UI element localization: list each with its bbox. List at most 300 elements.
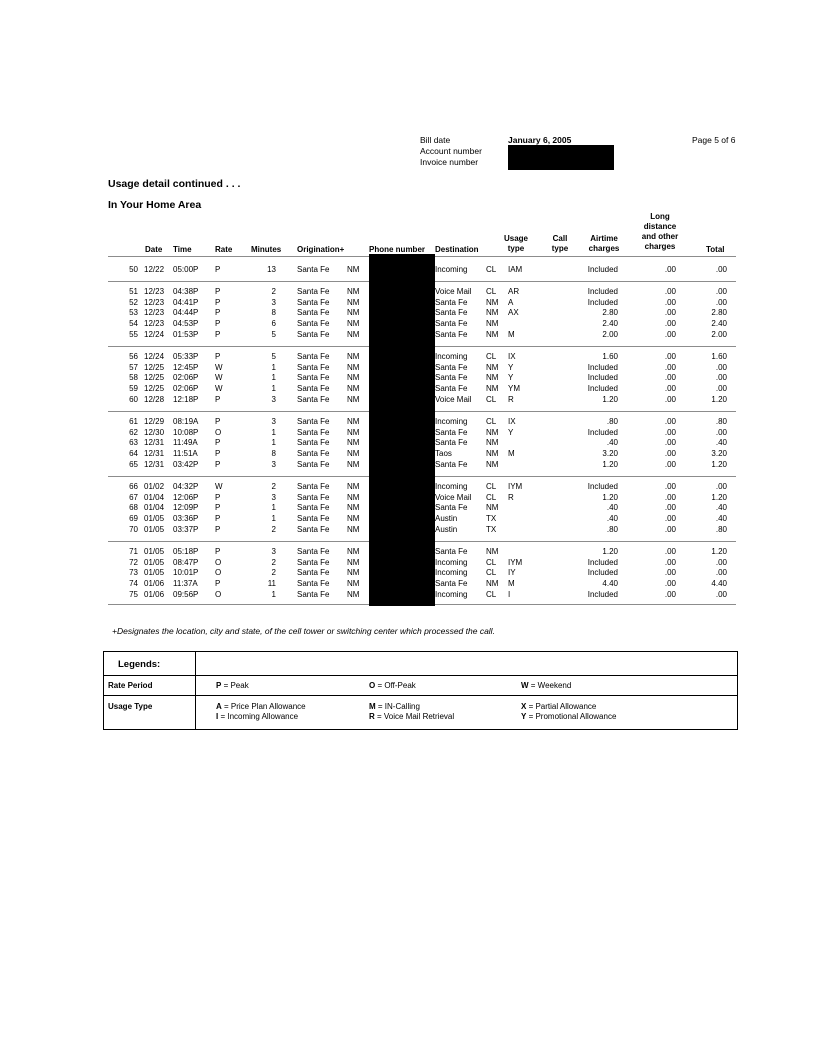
cell-air: Included — [587, 482, 618, 491]
cell-n: 69 — [129, 514, 138, 524]
cell-ds: CL — [486, 417, 497, 426]
cell-orig: Santa Fe — [297, 329, 330, 339]
cell-rate: O — [215, 557, 222, 567]
cell-n: 75 — [129, 589, 138, 599]
cell-total: .00 — [715, 568, 727, 578]
cell-time: 05:00P — [173, 265, 199, 274]
cell-utype: Y — [508, 373, 514, 383]
cell-total: .00 — [715, 297, 727, 307]
cell-ld: .00 — [664, 449, 676, 459]
cell-time: 01:53P — [173, 329, 199, 339]
legend-rate-period-label: Rate Period — [108, 681, 153, 690]
cell-min: 5 — [271, 329, 276, 339]
col-destination: Destination — [435, 245, 479, 254]
cell-os: NM — [347, 557, 360, 567]
cell-air: Included — [587, 384, 618, 394]
cell-ds: TX — [486, 514, 497, 524]
cell-utype: IYM — [508, 557, 523, 567]
cell-total: .00 — [715, 482, 727, 491]
cell-orig: Santa Fe — [297, 362, 330, 372]
cell-min: 1 — [271, 373, 276, 383]
cell-total: 1.20 — [711, 394, 727, 404]
cell-rate: P — [215, 265, 221, 274]
cell-min: 6 — [271, 319, 276, 329]
col-airtime: Airtime charges — [588, 234, 620, 253]
cell-utype: M — [508, 579, 515, 589]
cell-rate: P — [215, 319, 221, 329]
cell-air: 1.20 — [602, 459, 618, 469]
cell-n: 70 — [129, 524, 138, 534]
cell-ds: NM — [486, 503, 499, 513]
cell-n: 66 — [129, 482, 138, 491]
cell-ds: CL — [486, 265, 497, 274]
cell-os: NM — [347, 384, 360, 394]
cell-date: 01/06 — [144, 589, 165, 599]
cell-utype: IX — [508, 352, 516, 361]
cell-n: 50 — [129, 265, 138, 274]
cell-ld: .00 — [664, 503, 676, 513]
cell-n: 58 — [129, 373, 138, 383]
cell-date: 01/05 — [144, 557, 165, 567]
cell-dest: Santa Fe — [435, 459, 468, 469]
cell-air: 2.80 — [602, 308, 618, 318]
cell-dest: Incoming — [435, 482, 468, 491]
cell-os: NM — [347, 427, 360, 437]
cell-dest: Santa Fe — [435, 297, 468, 307]
cell-total: .00 — [715, 287, 727, 296]
legend-divider — [103, 675, 738, 676]
cell-rate: O — [215, 589, 222, 599]
col-usage-type: Usage type — [503, 234, 528, 253]
cell-os: NM — [347, 417, 360, 426]
cell-orig: Santa Fe — [297, 514, 330, 524]
cell-min: 1 — [271, 362, 276, 372]
cell-min: 3 — [271, 297, 276, 307]
cell-orig: Santa Fe — [297, 568, 330, 578]
cell-min: 3 — [271, 492, 276, 502]
cell-time: 02:06P — [173, 384, 199, 394]
legend-label-divider — [195, 675, 196, 729]
cell-orig: Santa Fe — [297, 427, 330, 437]
cell-os: NM — [347, 514, 360, 524]
cell-min: 3 — [271, 547, 276, 556]
cell-min: 3 — [271, 459, 276, 469]
legend-usage-y: Y = Promotional Allowance — [521, 712, 617, 721]
cell-ld: .00 — [664, 373, 676, 383]
cell-total: .40 — [715, 514, 727, 524]
cell-total: .00 — [715, 265, 727, 274]
cell-orig: Santa Fe — [297, 449, 330, 459]
cell-dest: Incoming — [435, 589, 468, 599]
cell-time: 12:06P — [173, 492, 199, 502]
cell-total: .00 — [715, 427, 727, 437]
cell-ld: .00 — [664, 589, 676, 599]
cell-air: .40 — [606, 503, 618, 513]
cell-air: 2.40 — [602, 319, 618, 329]
cell-orig: Santa Fe — [297, 557, 330, 567]
cell-ld: .00 — [664, 524, 676, 534]
cell-os: NM — [347, 373, 360, 383]
cell-time: 11:51A — [173, 449, 198, 459]
cell-min: 11 — [267, 579, 276, 589]
cell-air: Included — [587, 373, 618, 383]
col-long-distance: Long distance and other charges — [641, 212, 679, 251]
cell-min: 2 — [271, 557, 276, 567]
cell-utype: AR — [508, 287, 520, 296]
cell-rate: P — [215, 394, 221, 404]
cell-min: 13 — [267, 265, 276, 274]
cell-min: 3 — [271, 417, 276, 426]
cell-orig: Santa Fe — [297, 417, 330, 426]
cell-air: Included — [587, 557, 618, 567]
cell-total: 1.20 — [711, 547, 727, 556]
cell-os: NM — [347, 568, 360, 578]
cell-ds: CL — [486, 287, 497, 296]
cell-utype: R — [508, 394, 514, 404]
cell-time: 12:18P — [173, 394, 199, 404]
cell-n: 74 — [129, 579, 138, 589]
cell-date: 12/28 — [144, 394, 165, 404]
cell-n: 54 — [129, 319, 138, 329]
cell-n: 63 — [129, 438, 138, 448]
cell-dest: Taos — [435, 449, 452, 459]
cell-time: 10:01P — [173, 568, 199, 578]
cell-rate: P — [215, 459, 221, 469]
cell-ld: .00 — [664, 352, 676, 361]
cell-rate: W — [215, 482, 223, 491]
cell-ds: CL — [486, 492, 497, 502]
invoice-number-label: Invoice number — [420, 157, 479, 167]
cell-n: 72 — [129, 557, 138, 567]
cell-air: .40 — [606, 438, 618, 448]
legend-usage-m: M = IN-Calling — [369, 702, 420, 711]
cell-os: NM — [347, 319, 360, 329]
cell-rate: P — [215, 492, 221, 502]
cell-air: 3.20 — [602, 449, 618, 459]
cell-n: 57 — [129, 362, 138, 372]
cell-air: 2.00 — [602, 329, 618, 339]
cell-os: NM — [347, 579, 360, 589]
cell-rate: P — [215, 287, 221, 296]
cell-utype: Y — [508, 362, 514, 372]
cell-rate: O — [215, 568, 222, 578]
cell-date: 12/23 — [144, 297, 165, 307]
cell-date: 12/23 — [144, 319, 165, 329]
cell-n: 67 — [129, 492, 138, 502]
cell-dest: Santa Fe — [435, 319, 468, 329]
cell-air: .80 — [606, 524, 618, 534]
cell-date: 12/24 — [144, 329, 165, 339]
cell-n: 61 — [129, 417, 138, 426]
cell-time: 03:37P — [173, 524, 199, 534]
cell-time: 02:06P — [173, 373, 199, 383]
cell-n: 53 — [129, 308, 138, 318]
cell-os: NM — [347, 482, 360, 491]
cell-orig: Santa Fe — [297, 297, 330, 307]
cell-orig: Santa Fe — [297, 287, 330, 296]
cell-orig: Santa Fe — [297, 394, 330, 404]
cell-dest: Incoming — [435, 417, 468, 426]
cell-rate: P — [215, 503, 221, 513]
cell-rate: P — [215, 308, 221, 318]
cell-date: 12/25 — [144, 384, 165, 394]
cell-orig: Santa Fe — [297, 579, 330, 589]
cell-total: 1.20 — [711, 492, 727, 502]
cell-ds: TX — [486, 524, 497, 534]
cell-ld: .00 — [664, 394, 676, 404]
cell-time: 08:19A — [173, 417, 199, 426]
cell-os: NM — [347, 352, 360, 361]
legend-title-divider — [195, 651, 196, 675]
cell-total: 2.80 — [711, 308, 727, 318]
cell-ld: .00 — [664, 557, 676, 567]
cell-n: 62 — [129, 427, 138, 437]
cell-total: 4.40 — [711, 579, 727, 589]
cell-date: 01/05 — [144, 514, 165, 524]
cell-os: NM — [347, 265, 360, 274]
cell-ld: .00 — [664, 287, 676, 296]
cell-utype: IAM — [508, 265, 523, 274]
legend-rate-offpeak: O = Off-Peak — [369, 681, 416, 690]
cell-orig: Santa Fe — [297, 352, 330, 361]
cell-rate: W — [215, 384, 223, 394]
cell-utype: A — [508, 297, 514, 307]
section-subtitle: In Your Home Area — [108, 199, 202, 211]
cell-os: NM — [347, 308, 360, 318]
cell-min: 2 — [271, 287, 276, 296]
cell-min: 8 — [271, 449, 276, 459]
cell-total: 1.20 — [711, 459, 727, 469]
cell-ds: CL — [486, 352, 497, 361]
cell-dest: Santa Fe — [435, 373, 468, 383]
cell-ds: NM — [486, 438, 499, 448]
col-origination: Origination+ — [297, 245, 345, 254]
cell-time: 09:56P — [173, 589, 199, 599]
cell-rate: P — [215, 329, 221, 339]
cell-time: 04:41P — [173, 297, 199, 307]
section-title: Usage detail continued . . . — [108, 178, 241, 190]
cell-n: 64 — [129, 449, 138, 459]
col-rate: Rate — [215, 245, 233, 254]
cell-min: 2 — [271, 524, 276, 534]
cell-orig: Santa Fe — [297, 503, 330, 513]
legend-usage-type-label: Usage Type — [108, 702, 153, 711]
cell-total: .00 — [715, 362, 727, 372]
cell-dest: Incoming — [435, 265, 468, 274]
cell-time: 11:49A — [173, 438, 198, 448]
cell-time: 11:37A — [173, 579, 198, 589]
cell-ds: NM — [486, 459, 499, 469]
cell-min: 1 — [271, 503, 276, 513]
cell-time: 03:42P — [173, 459, 199, 469]
cell-date: 12/22 — [144, 265, 165, 274]
cell-os: NM — [347, 329, 360, 339]
cell-ld: .00 — [664, 362, 676, 372]
cell-dest: Voice Mail — [435, 287, 472, 296]
cell-total: 3.20 — [711, 449, 727, 459]
cell-date: 01/04 — [144, 492, 165, 502]
cell-dest: Santa Fe — [435, 438, 468, 448]
cell-air: Included — [587, 568, 618, 578]
cell-total: .00 — [715, 373, 727, 383]
cell-os: NM — [347, 589, 360, 599]
bill-date-label: Bill date — [420, 135, 451, 145]
cell-dest: Voice Mail — [435, 492, 472, 502]
redacted-phone-numbers — [369, 254, 435, 606]
legend-rate-peak: P = Peak — [216, 681, 249, 690]
col-minutes: Minutes — [251, 245, 282, 254]
cell-orig: Santa Fe — [297, 438, 330, 448]
cell-ds: NM — [486, 308, 499, 318]
cell-orig: Santa Fe — [297, 384, 330, 394]
cell-rate: P — [215, 352, 221, 361]
cell-dest: Santa Fe — [435, 308, 468, 318]
cell-date: 01/02 — [144, 482, 165, 491]
cell-date: 12/24 — [144, 352, 165, 361]
cell-rate: W — [215, 373, 223, 383]
cell-ds: NM — [486, 547, 499, 556]
cell-ld: .00 — [664, 459, 676, 469]
cell-orig: Santa Fe — [297, 547, 330, 556]
cell-ld: .00 — [664, 297, 676, 307]
cell-n: 52 — [129, 297, 138, 307]
cell-os: NM — [347, 297, 360, 307]
cell-ds: NM — [486, 579, 499, 589]
cell-os: NM — [347, 394, 360, 404]
cell-rate: O — [215, 427, 222, 437]
legend-usage-x: X = Partial Allowance — [521, 702, 597, 711]
cell-ld: .00 — [664, 579, 676, 589]
cell-air: Included — [587, 297, 618, 307]
cell-os: NM — [347, 547, 360, 556]
legend-usage-r: R = Voice Mail Retrieval — [369, 712, 455, 721]
cell-ld: .00 — [664, 547, 676, 556]
cell-os: NM — [347, 459, 360, 469]
cell-air: Included — [587, 287, 618, 296]
cell-ds: NM — [486, 329, 499, 339]
cell-ld: .00 — [664, 438, 676, 448]
cell-orig: Santa Fe — [297, 524, 330, 534]
cell-date: 12/25 — [144, 373, 165, 383]
cell-air: 1.20 — [602, 394, 618, 404]
cell-dest: Santa Fe — [435, 362, 468, 372]
footnote: +Designates the location, city and state, of the cell tower or switching center which processed the call. — [112, 626, 495, 636]
cell-time: 03:36P — [173, 514, 199, 524]
cell-ds: NM — [486, 297, 499, 307]
cell-dest: Incoming — [435, 568, 468, 578]
cell-min: 1 — [271, 384, 276, 394]
redacted-account-number — [508, 145, 614, 170]
cell-utype: AX — [508, 308, 519, 318]
cell-time: 04:53P — [173, 319, 199, 329]
cell-time: 05:18P — [173, 547, 199, 556]
cell-rate: W — [215, 362, 223, 372]
cell-orig: Santa Fe — [297, 482, 330, 491]
cell-n: 51 — [129, 287, 138, 296]
cell-air: 1.20 — [602, 547, 618, 556]
cell-os: NM — [347, 287, 360, 296]
cell-orig: Santa Fe — [297, 373, 330, 383]
col-date: Date — [145, 245, 163, 254]
col-total: Total — [706, 245, 725, 254]
cell-rate: P — [215, 524, 221, 534]
cell-utype: IYM — [508, 482, 523, 491]
cell-min: 1 — [271, 427, 276, 437]
cell-time: 12:45P — [173, 362, 199, 372]
legend-row-divider — [103, 695, 738, 696]
cell-ld: .00 — [664, 308, 676, 318]
cell-utype: R — [508, 492, 514, 502]
legend-usage-a: A = Price Plan Allowance — [216, 702, 306, 711]
cell-os: NM — [347, 492, 360, 502]
cell-date: 01/05 — [144, 547, 165, 556]
cell-dest: Santa Fe — [435, 329, 468, 339]
cell-dest: Austin — [435, 514, 458, 524]
cell-orig: Santa Fe — [297, 492, 330, 502]
cell-total: .40 — [715, 503, 727, 513]
legend-rate-weekend: W = Weekend — [521, 681, 572, 690]
cell-air: Included — [587, 427, 618, 437]
cell-ld: .00 — [664, 514, 676, 524]
cell-dest: Santa Fe — [435, 503, 468, 513]
cell-total: .40 — [715, 438, 727, 448]
cell-date: 12/29 — [144, 417, 165, 426]
cell-n: 65 — [129, 459, 138, 469]
cell-os: NM — [347, 362, 360, 372]
cell-ds: NM — [486, 449, 499, 459]
cell-total: .00 — [715, 589, 727, 599]
cell-time: 05:33P — [173, 352, 199, 361]
legend-usage-i: I = Incoming Allowance — [216, 712, 299, 721]
cell-date: 01/06 — [144, 579, 165, 589]
cell-dest: Santa Fe — [435, 384, 468, 394]
cell-date: 01/05 — [144, 568, 165, 578]
cell-n: 55 — [129, 329, 138, 339]
cell-utype: YM — [508, 384, 520, 394]
cell-ld: .00 — [664, 319, 676, 329]
cell-total: .80 — [715, 417, 727, 426]
cell-date: 12/23 — [144, 287, 165, 296]
cell-min: 3 — [271, 394, 276, 404]
cell-time: 04:44P — [173, 308, 199, 318]
cell-time: 12:09P — [173, 503, 199, 513]
cell-ld: .00 — [664, 329, 676, 339]
cell-ld: .00 — [664, 417, 676, 426]
legend-title: Legends: — [118, 659, 161, 670]
cell-dest: Incoming — [435, 352, 468, 361]
cell-dest: Santa Fe — [435, 579, 468, 589]
cell-utype: IX — [508, 417, 516, 426]
cell-rate: P — [215, 297, 221, 307]
cell-min: 8 — [271, 308, 276, 318]
cell-n: 59 — [129, 384, 138, 394]
cell-dest: Austin — [435, 524, 458, 534]
col-phone: Phone number — [369, 245, 426, 254]
cell-min: 1 — [271, 589, 276, 599]
cell-utype: M — [508, 449, 515, 459]
cell-utype: IY — [508, 568, 516, 578]
cell-rate: P — [215, 579, 221, 589]
cell-ds: NM — [486, 362, 499, 372]
cell-dest: Voice Mail — [435, 394, 472, 404]
cell-total: 1.60 — [711, 352, 727, 361]
cell-n: 71 — [129, 547, 138, 556]
cell-ld: .00 — [664, 568, 676, 578]
cell-os: NM — [347, 524, 360, 534]
cell-min: 1 — [271, 514, 276, 524]
cell-ds: CL — [486, 394, 497, 404]
cell-utype: M — [508, 329, 515, 339]
